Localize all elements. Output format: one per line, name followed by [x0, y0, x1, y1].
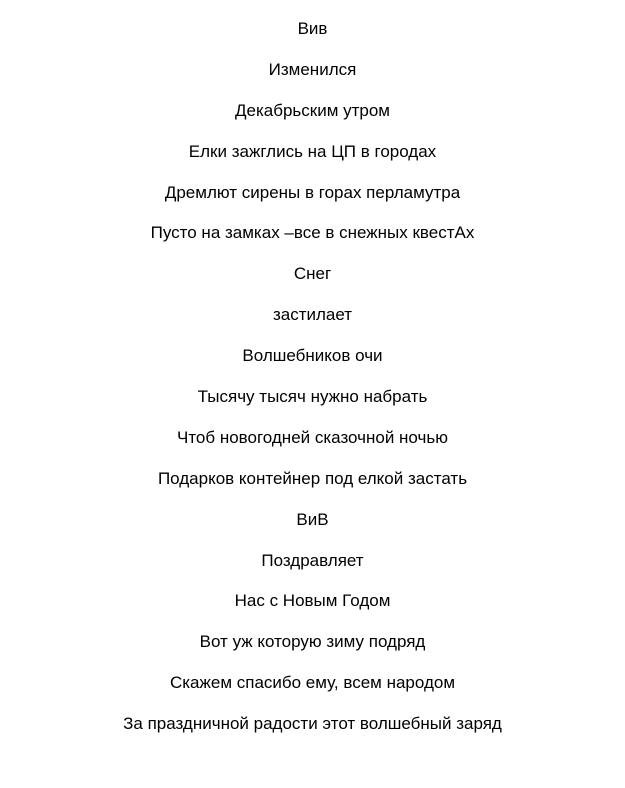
poem-line: Вив [297, 19, 328, 38]
poem-line: Елки зажглись на ЦП в городах [188, 141, 437, 161]
poem-line: За праздничной радости этот волшебный заряд [123, 714, 502, 734]
poem-line: Нас с Новым Годом [234, 591, 391, 611]
poem-line: Снег [293, 264, 332, 284]
poem-line: Дремлют сирены в горах перламутра [164, 182, 461, 202]
poem-line: Изменился [268, 59, 357, 79]
poem-line: Чтоб новогодней сказочной ночью [177, 427, 448, 447]
poem-line: застилает [272, 305, 353, 325]
poem-line: Волшебников очи [242, 346, 383, 366]
poem-line: Подарков контейнер под елкой застать [157, 468, 468, 488]
poem-line: Вот уж которую зиму подряд [199, 632, 426, 652]
poem-line: ВиВ [296, 509, 329, 529]
poem-line: Декабрьским утром [234, 100, 390, 120]
poem-line: Тысячу тысяч нужно набрать [197, 387, 428, 407]
poem-line: Скажем спасибо ему, всем народом [169, 673, 456, 693]
poem-line: Пусто на замках –все в снежных квестАх [150, 223, 475, 243]
poem-text [0, 17, 625, 753]
poem-line: Поздравляет [261, 550, 364, 570]
